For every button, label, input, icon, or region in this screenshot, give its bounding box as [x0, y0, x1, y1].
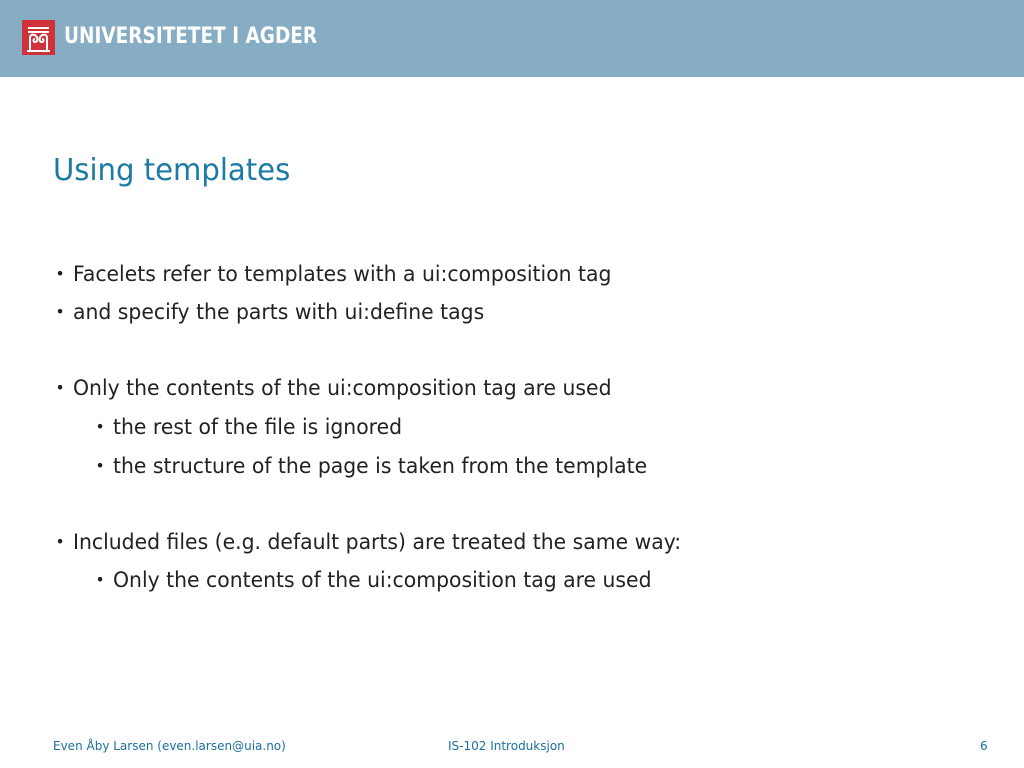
bullet-text: Facelets refer to templates with a ui:composition tag: [73, 262, 612, 286]
bullet-item: [55, 261, 612, 287]
sub-bullet-item: [95, 567, 652, 593]
bullet-dot-icon: •: [55, 378, 65, 397]
bullet-item: [55, 299, 485, 325]
bullet-text: Only the contents of the ui:composition tag are used: [73, 376, 612, 400]
bullet-text: Included files (e.g. default parts) are treated the same way:: [73, 530, 682, 554]
university-logo-icon: [22, 20, 55, 55]
bullet-item: [55, 529, 682, 555]
sub-bullet-item: [95, 453, 648, 479]
university-name: UNIVERSITETET I AGDER: [64, 24, 318, 49]
bullet-text: the structure of the page is taken from the template: [113, 454, 648, 478]
sub-bullet-item: [95, 414, 403, 440]
bullet-text: and specify the parts with ui:define tags: [73, 300, 485, 324]
bullet-item: [55, 375, 612, 401]
bullet-dot-icon: •: [95, 417, 105, 436]
header-bar: [0, 0, 1024, 77]
footer-course: IS-102 Introduksjon: [448, 739, 565, 753]
bullet-dot-icon: •: [55, 264, 65, 283]
bullet-text: Only the contents of the ui:composition tag are used: [113, 568, 652, 592]
bullet-dot-icon: •: [55, 532, 65, 551]
bullet-dot-icon: •: [95, 456, 105, 475]
slide-title: Using templates: [53, 153, 291, 188]
bullet-text: the rest of the file is ignored: [113, 415, 403, 439]
footer-author: Even Åby Larsen (even.larsen@uia.no): [53, 739, 286, 753]
bullet-dot-icon: •: [55, 302, 65, 321]
footer-page-number: 6: [980, 739, 988, 753]
bullet-dot-icon: •: [95, 570, 105, 589]
